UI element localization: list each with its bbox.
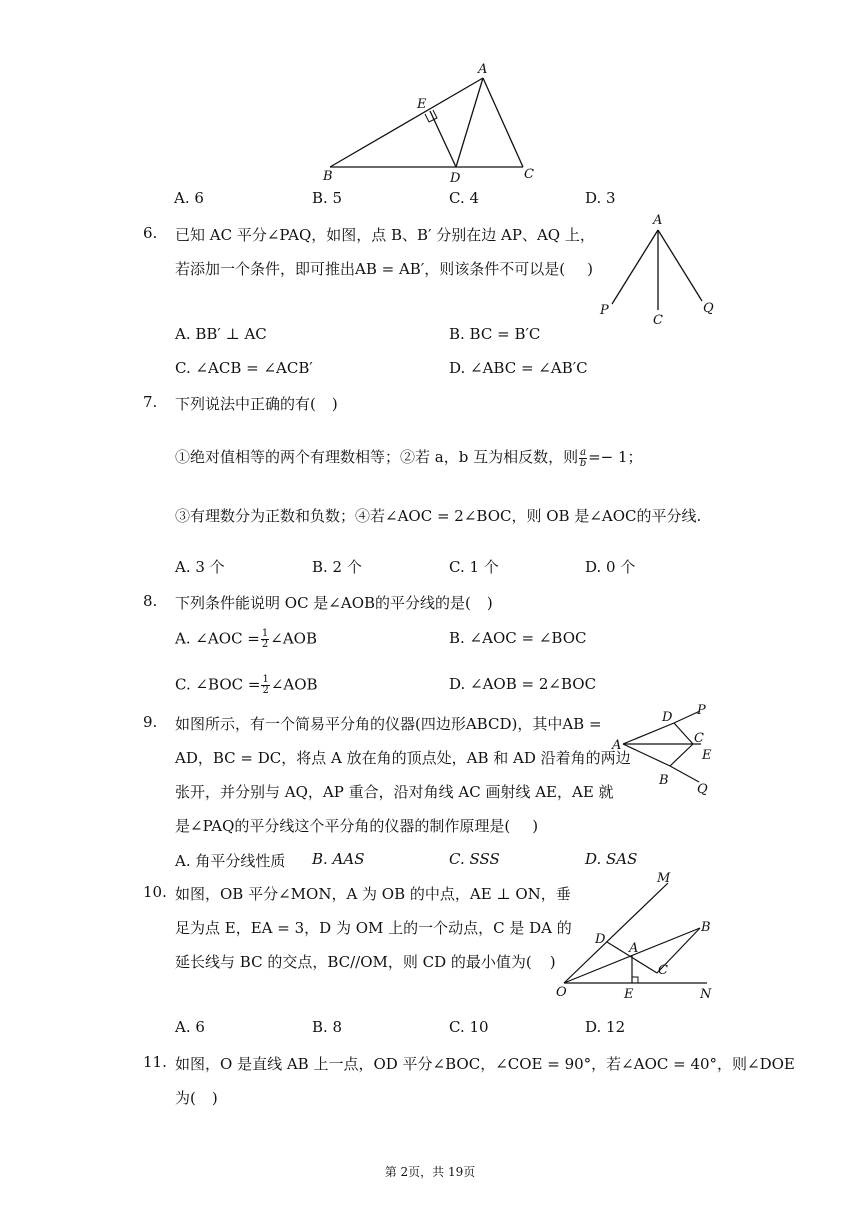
q9-label-a: A	[612, 738, 622, 753]
q5-label-e: E	[417, 97, 427, 112]
q9-label-d: D	[662, 710, 673, 725]
q5-line-ac	[483, 78, 523, 167]
q8-number: 8.	[143, 592, 158, 610]
q8-option-a-pre: A. ∠AOC =	[175, 629, 260, 648]
q5-option-a: A. 6	[174, 189, 204, 207]
q7-option-a: A. 3 个	[175, 558, 225, 576]
q7-fraction	[579, 448, 587, 469]
q10-stem-line3-text: 延长线与 BC 的交点，BC//OM，则 CD 的最小值为(	[175, 953, 532, 971]
q8-option-c-half-num: 1	[262, 674, 269, 685]
q10-stem-line3-close: )	[549, 953, 556, 971]
q10-label-m: M	[657, 871, 671, 886]
q9-option-d: D. SAS	[585, 850, 638, 868]
q7-statement-2: ③有理数分为正数和负数；④若∠AOC = 2∠BOC，则 OB 是∠AOC的平分线.	[175, 507, 702, 525]
q8-option-c-half	[261, 675, 269, 696]
q10-stem-line1: 如图，OB 平分∠MON，A 为 OB 的中点，AE ⊥ ON，垂	[175, 885, 571, 903]
q11-stem-line2-text: 为(	[175, 1089, 196, 1107]
q10-stem-line3	[175, 951, 556, 972]
q6-stem-line1: 已知 AC 平分∠PAQ，如图，点 B、B′ 分别在边 AP、AQ 上，	[175, 226, 595, 244]
q9-option-a: A. 角平分线性质	[175, 852, 286, 870]
q9-line-ad	[623, 723, 674, 744]
q6-stem-line2	[175, 258, 593, 279]
q6-label-a: A	[653, 213, 663, 228]
q6-ray-ap	[612, 230, 658, 304]
q5-label-a: A	[478, 62, 488, 77]
q9-stem-line2: AD，BC = DC，将点 A 放在角的顶点处，AB 和 AD 沿着角的两边	[175, 749, 631, 767]
q8-option-a-post: ∠AOB	[270, 629, 317, 648]
q9-line-bq	[670, 766, 699, 782]
q5-label-d: D	[450, 171, 461, 185]
q5-figure	[318, 60, 548, 185]
q8-stem	[175, 592, 493, 613]
q8-option-d: D. ∠AOB = 2∠BOC	[449, 675, 597, 693]
q5-label-c: C	[524, 167, 534, 182]
page-footer: 第 2页，共 19页	[384, 1165, 476, 1179]
q8-stem-text: 下列条件能说明 OC 是∠AOB的平分线的是(	[175, 594, 471, 612]
q6-figure	[596, 208, 726, 328]
q9-label-c: C	[694, 731, 704, 746]
q8-stem-close: )	[486, 594, 493, 612]
q9-label-q: Q	[697, 782, 708, 797]
q8-option-a-half-den: 2	[261, 639, 269, 650]
q10-label-n: N	[700, 987, 712, 1002]
q7-fraction-num: a	[580, 446, 587, 458]
q10-stem-line2: 足为点 E，EA = 3，D 为 OM 上的一个动点，C 是 DA 的	[175, 919, 572, 937]
q8-option-a-half-num: 1	[261, 628, 269, 639]
q7-stem-text: 下列说法中正确的有(	[175, 395, 316, 413]
q10-right-angle-mark	[632, 977, 638, 983]
q9-label-p: P	[697, 703, 706, 718]
q9-stem-line4-text: 是∠PAQ的平分线这个平分角的仪器的制作原理是(	[175, 817, 511, 835]
q6-option-a: A. BB′ ⊥ AC	[175, 325, 267, 343]
q7-fraction-den: b	[579, 457, 587, 469]
q9-figure	[608, 700, 728, 800]
q9-line-ab	[623, 744, 670, 766]
q9-stem-line4-close: )	[532, 817, 539, 835]
q10-option-d: D. 12	[585, 1018, 626, 1036]
q10-option-c: C. 10	[449, 1018, 489, 1036]
q5-option-b: B. 5	[312, 189, 343, 207]
q7-statement-1-pre: ①绝对值相等的两个有理数相等；②若 a，b 互为相反数，则	[175, 448, 579, 466]
q8-option-a-half	[261, 629, 269, 650]
q9-option-b: B. AAS	[312, 850, 365, 868]
q10-label-o: O	[556, 985, 567, 1000]
q7-number: 7.	[143, 393, 158, 411]
q5-option-c: C. 4	[449, 189, 480, 207]
q6-option-d: D. ∠ABC = ∠AB′C	[449, 359, 588, 377]
q10-figure	[549, 870, 727, 1010]
q11-number: 11.	[143, 1053, 167, 1071]
q7-statement-1-post: =− 1；	[588, 448, 643, 466]
q7-stem	[175, 393, 338, 414]
q6-number: 6.	[143, 224, 158, 242]
q10-label-e: E	[624, 987, 634, 1002]
q6-label-p: P	[600, 303, 609, 318]
q7-option-c: C. 1 个	[449, 558, 499, 576]
q5-label-b: B	[323, 169, 333, 184]
q9-line-bc	[670, 744, 693, 766]
q7-stem-close: )	[331, 395, 338, 413]
q9-stem-line4	[175, 815, 538, 836]
q9-label-b: B	[659, 773, 669, 788]
q10-number: 10.	[143, 883, 167, 901]
q9-line-dc	[674, 723, 693, 744]
q10-option-b: B. 8	[312, 1018, 343, 1036]
q6-option-b: B. BC = B′C	[449, 325, 541, 343]
q6-ray-aq	[658, 230, 702, 301]
q9-stem-line3: 张开，并分别与 AQ，AP 重合，沿对角线 AC 画射线 AE，AE 就	[175, 783, 614, 801]
q8-option-a	[175, 629, 317, 650]
q11-stem-line2	[175, 1087, 218, 1108]
q9-stem-line1: 如图所示，有一个简易平分角的仪器(四边形ABCD)，其中AB =	[175, 715, 602, 733]
q11-stem-line1: 如图，O 是直线 AB 上一点，OD 平分∠BOC，∠COE = 90°，若∠AOC = 40°，则∠DOE	[175, 1055, 795, 1073]
q9-label-e: E	[702, 748, 712, 763]
q9-number: 9.	[143, 713, 158, 731]
q8-option-c-half-den: 2	[262, 685, 269, 696]
q10-label-a: A	[629, 941, 639, 956]
q10-label-d: D	[595, 932, 606, 947]
q9-option-c: C. SSS	[449, 850, 500, 868]
q5-option-d: D. 3	[585, 189, 616, 207]
q7-statement-1	[175, 446, 643, 469]
q6-option-c: C. ∠ACB = ∠ACB′	[175, 359, 313, 377]
q10-option-a: A. 6	[175, 1018, 205, 1036]
q6-label-c: C	[653, 313, 663, 328]
q10-label-c: C	[658, 963, 668, 978]
q6-stem-line2-close: )	[587, 260, 593, 278]
q8-option-c-pre: C. ∠BOC =	[175, 675, 261, 694]
q8-option-c	[175, 675, 318, 696]
q8-option-b: B. ∠AOC = ∠BOC	[449, 629, 587, 647]
q10-label-b: B	[701, 920, 711, 935]
q7-option-b: B. 2 个	[312, 558, 362, 576]
q6-label-q: Q	[703, 301, 714, 316]
q11-stem-line2-close: )	[211, 1089, 218, 1107]
q10-ray-om	[564, 883, 668, 983]
q6-stem-line2-text: 若添加一个条件，即可推出AB = AB′，则该条件不可以是(	[175, 260, 566, 278]
q7-option-d: D. 0 个	[585, 558, 636, 576]
q8-option-c-post: ∠AOB	[270, 675, 318, 694]
